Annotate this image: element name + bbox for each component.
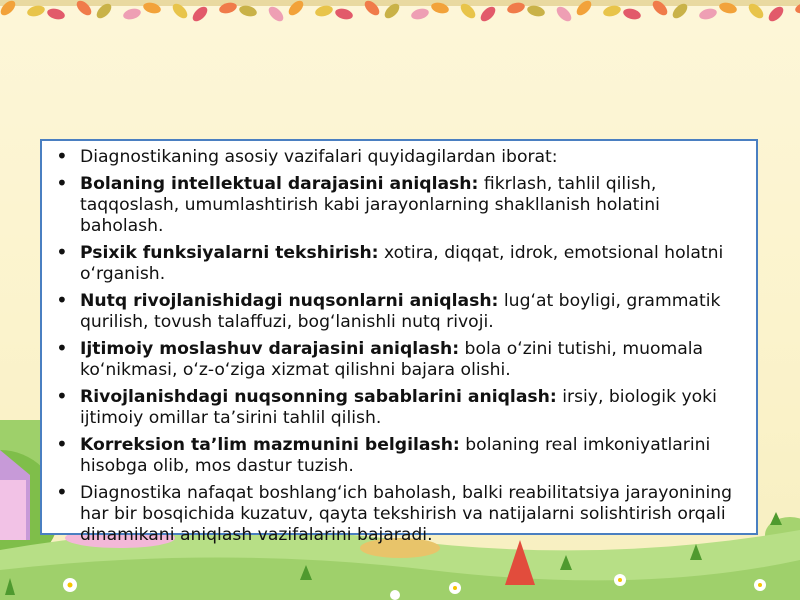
- content-box: [40, 139, 758, 546]
- bullet-text: xotira, diqqat, idrok, emotsional holatni oʻrganish.: [80, 243, 724, 285]
- bullet-item: [56, 339, 746, 381]
- bullet-term: Nutq rivojlanishidagi nuqsonlarni aniqlash:: [80, 291, 499, 311]
- bullet-item: [56, 435, 746, 477]
- bullet-item: [56, 147, 746, 168]
- garland-leaf: [410, 7, 430, 21]
- bullet-text: irsiy, biologik yoki ijtimoiy omillar taʼsirini tahlil qilish.: [80, 387, 717, 429]
- garland-leaf: [334, 7, 354, 21]
- garland-leaf: [122, 7, 142, 21]
- garland-leaf: [46, 7, 66, 21]
- bullet-item: [56, 174, 746, 238]
- garland-leaf: [554, 4, 574, 24]
- bullet-term: Rivojlanishdagi nuqsonning sabablarini aniqlash:: [80, 387, 557, 407]
- bullet-term: Bolaning intellektual darajasini aniqlash:: [80, 173, 479, 194]
- leaf-garland-decoration: [0, 0, 800, 28]
- bullet-text: bola oʻzini tutishi, muomala koʻnikmasi, oʻz-oʻziga xizmat qilishni bajara olishi.: [80, 339, 704, 381]
- bullet-item: [56, 387, 746, 429]
- bullet-item: [56, 243, 746, 285]
- bullet-item: [56, 291, 746, 333]
- garland-leaf: [766, 4, 786, 24]
- bullet-item: [56, 483, 746, 547]
- bullet-list: [56, 147, 746, 547]
- garland-leaf: [698, 7, 718, 21]
- bullet-term: Psixik funksiyalarni tekshirish:: [80, 243, 379, 263]
- garland-leaf: [190, 4, 210, 24]
- garland-leaf: [622, 7, 642, 21]
- bullet-text: Diagnostikaning asosiy vazifalari quyidagilardan iborat:: [80, 147, 558, 167]
- bullet-text: lugʻat boyligi, grammatik qurilish, tovush talaffuzi, bogʻlanishli nutq rivoji.: [80, 291, 721, 333]
- bullet-text: bolaning real imkoniyatlarini hisobga olib, mos dastur tuzish.: [80, 435, 711, 477]
- bullet-term: Ijtimoiy moslashuv darajasini aniqlash:: [80, 339, 460, 359]
- bullet-term: Korreksion taʼlim mazmunini belgilash:: [80, 435, 460, 455]
- bullet-text: fikrlash, tahlil qilish, taqqoslash, umumlashtirish kabi jarayonlarning shakllanish holatini baholash.: [80, 173, 660, 237]
- garland-leaf: [266, 4, 286, 24]
- bullet-text: Diagnostika nafaqat boshlangʻich baholash, balki reabilitatsiya jarayonining har bir bosqichida kuzatuv, qayta tekshirish va natijalarni solishtirish orqali dinamikani aniqlash vazifalarini bajaradi.: [80, 483, 733, 546]
- garland-leaf: [478, 4, 498, 24]
